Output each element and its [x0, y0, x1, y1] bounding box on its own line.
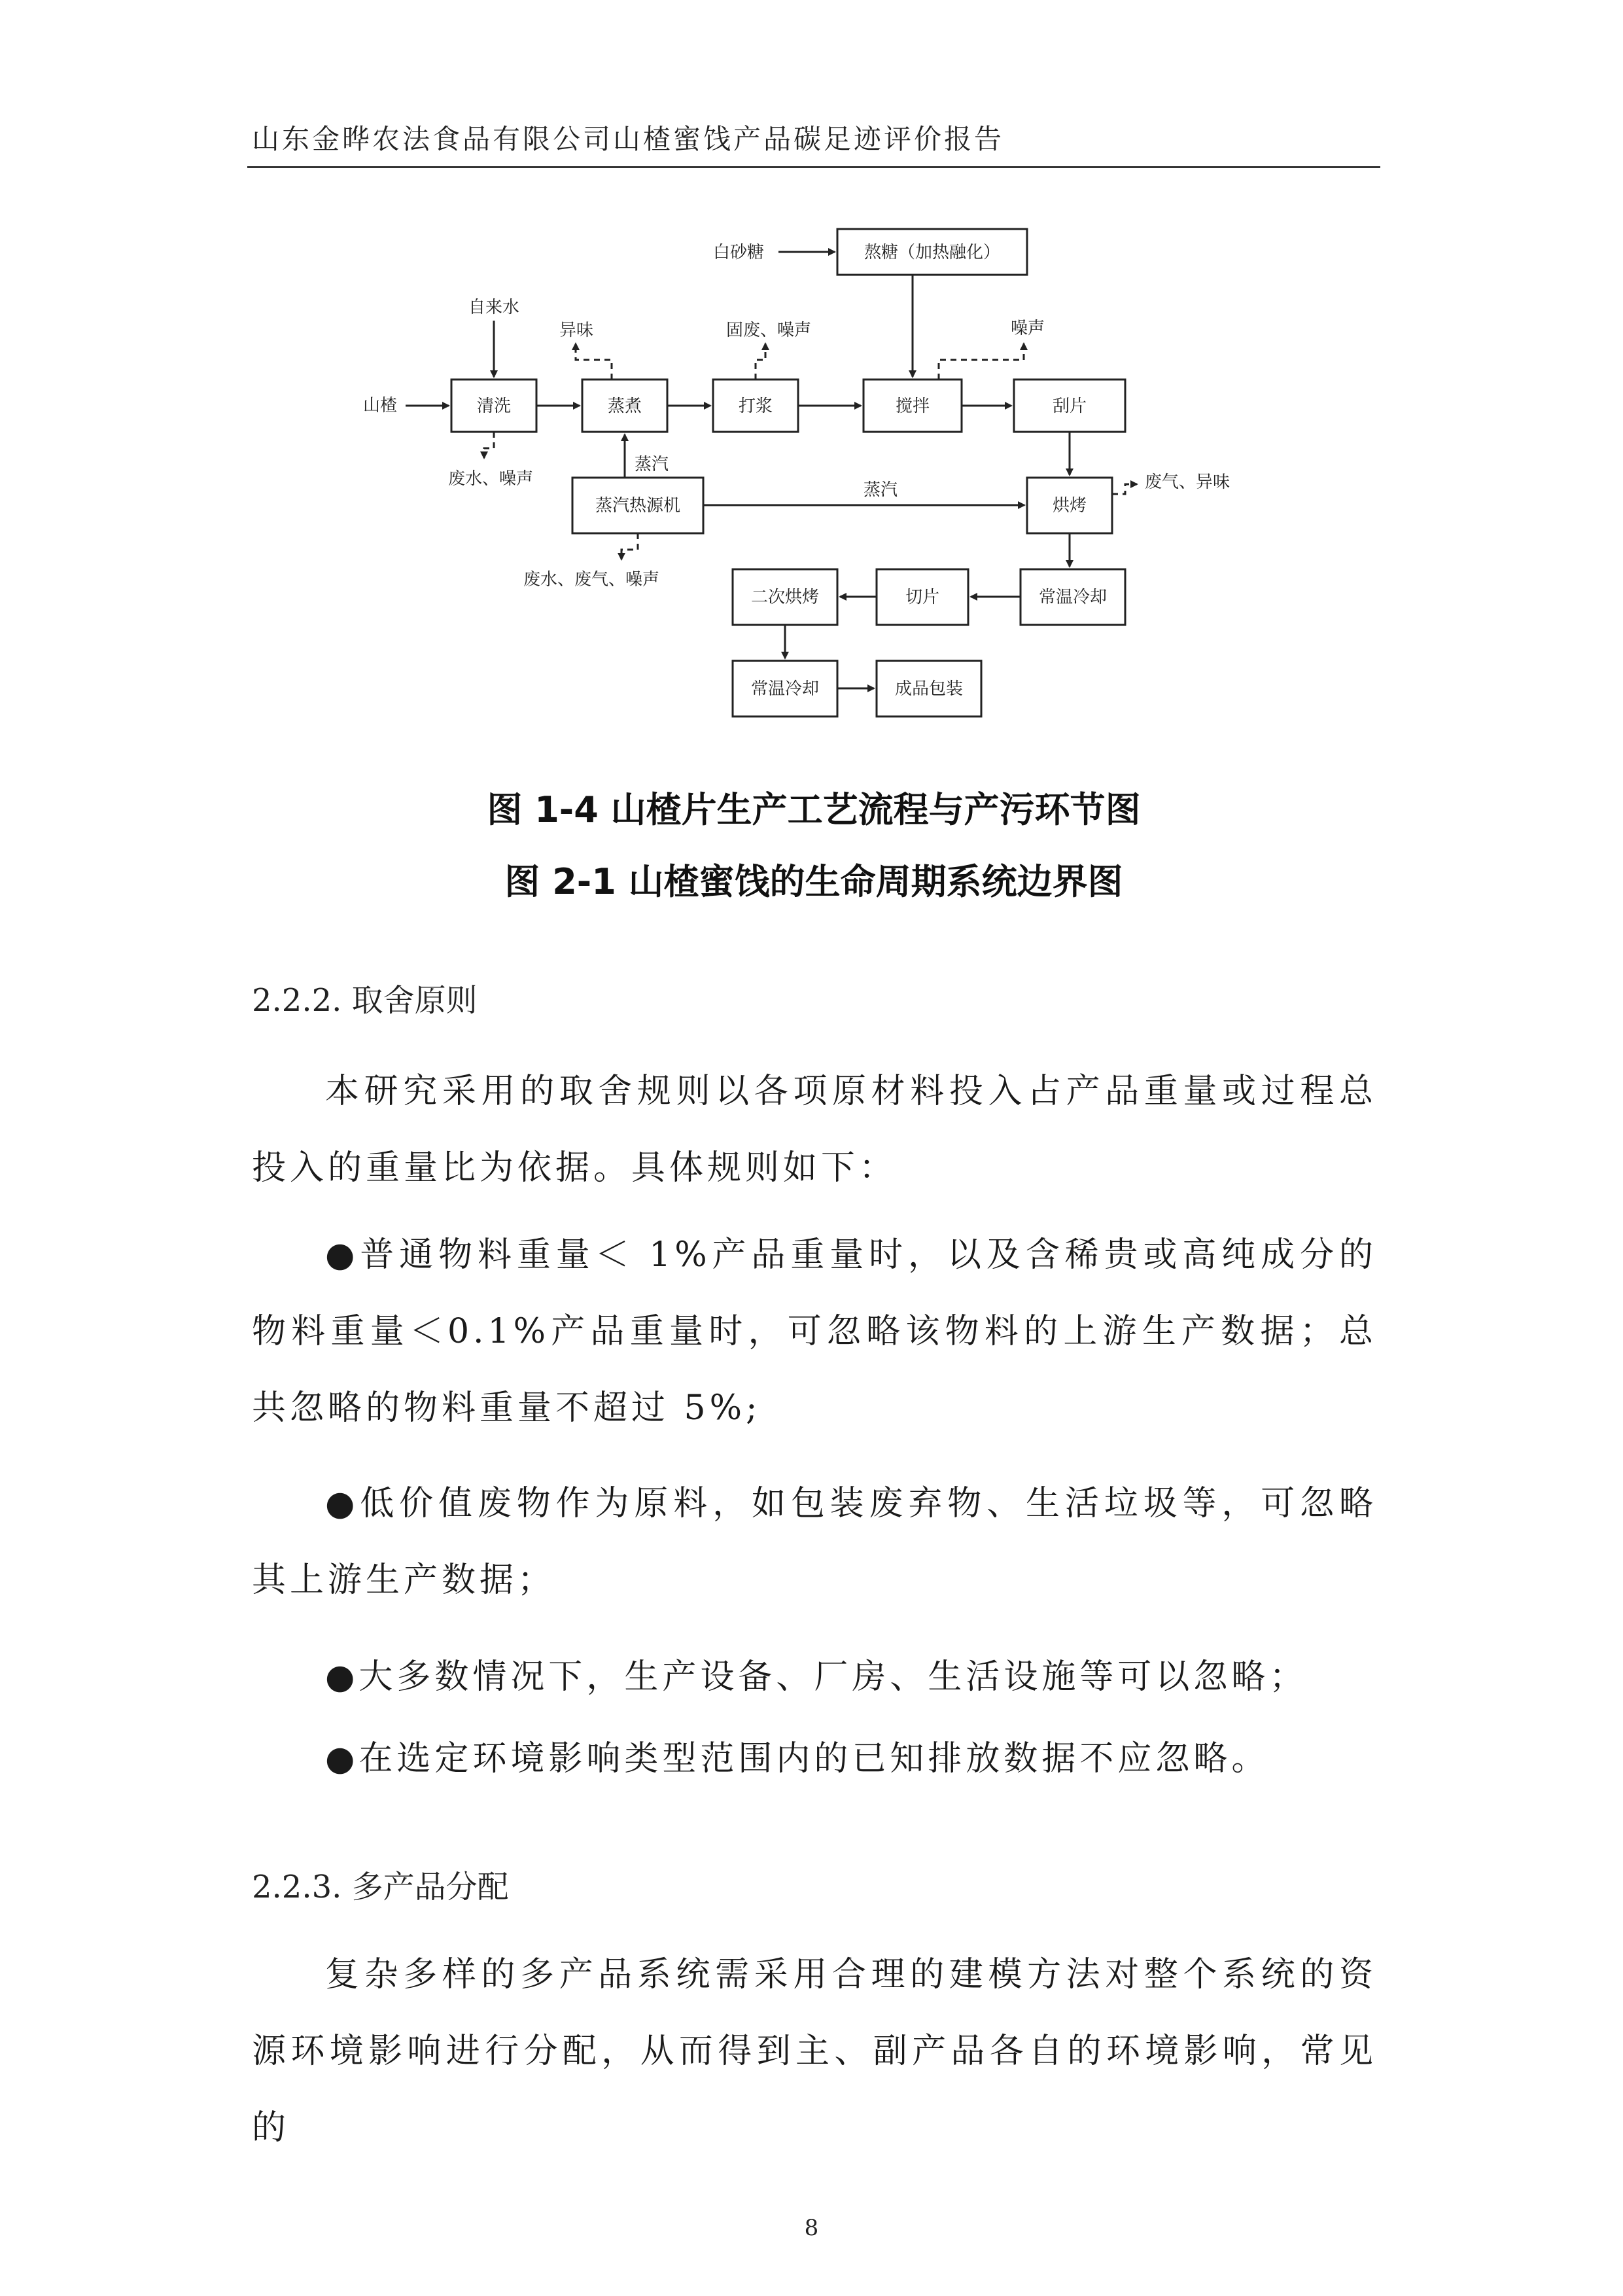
- label-bake: 烘烤: [1052, 496, 1087, 516]
- label-cool-2: 常温冷却: [750, 679, 820, 699]
- label-solid-noise: 固废、噪声: [726, 321, 812, 340]
- label-steam-cook: 蒸煮: [607, 397, 642, 416]
- label-odor: 异味: [559, 321, 594, 340]
- cutoff-intro-paragraph: 本研究采用的取舍规则以各项原材料投入占产品重量或过程总投入的重量比为依据。具体规则如下：: [252, 1072, 1377, 1188]
- cutoff-rule-4: ●在选定环境影响类型范围内的已知排放数据不应忽略。: [325, 1739, 1270, 1778]
- label-noise: 噪声: [1011, 319, 1045, 338]
- label-boil-sugar: 熬糖（加热融化）: [864, 243, 1001, 262]
- label-waste-noise: 废水、噪声: [448, 469, 534, 489]
- label-stir: 搅拌: [895, 397, 930, 416]
- emission-gas-odor: [1112, 484, 1137, 494]
- process-flow-diagram: [307, 196, 1315, 759]
- label-gas-odor: 废气、异味: [1145, 472, 1230, 492]
- figure-caption-1-4: 图 1-4 山楂片生产工艺流程与产污环节图: [487, 789, 1141, 830]
- figure-caption-2-1: 图 2-1 山楂蜜饯的生命周期系统边界图: [504, 861, 1123, 902]
- label-tap-water: 自来水: [468, 298, 520, 317]
- cutoff-rule-1: ●普通物料重量＜ 1%产品重量时，以及含稀贵或高纯成分的物料重量＜0.1%产品重量时，可忽略该物料的上游生产数据；总共忽略的物料重量不超过 5%;: [252, 1235, 1377, 1428]
- label-second-bake: 二次烘烤: [750, 588, 820, 607]
- label-pulp: 打浆: [738, 397, 773, 416]
- label-sugar: 白砂糖: [713, 243, 765, 262]
- label-wash: 清洗: [476, 397, 512, 416]
- label-waste-gas-noise: 废水、废气、噪声: [523, 570, 660, 590]
- label-scrape: 刮片: [1052, 397, 1087, 416]
- emission-solid-noise: [756, 344, 765, 380]
- label-package: 成品包装: [894, 679, 964, 699]
- running-header: 山东金晔农法食品有限公司山楂蜜饯产品碳足迹评价报告: [252, 123, 1005, 155]
- emission-odor: [576, 344, 612, 380]
- header-rule: [247, 166, 1380, 168]
- label-steam-source: 蒸汽热源机: [595, 496, 681, 516]
- cutoff-rule-2: ●低价值废物作为原料，如包装废弃物、生活垃圾等，可忽略其上游生产数据；: [252, 1484, 1377, 1600]
- page-number: 8: [804, 2215, 819, 2241]
- label-steam-2: 蒸汽: [864, 480, 898, 500]
- label-hawthorn: 山楂: [363, 396, 398, 415]
- label-slice: 切片: [905, 588, 940, 607]
- emission-waste-gas: [621, 533, 638, 559]
- section-heading-2-2-3: 2.2.3. 多产品分配: [252, 1869, 509, 1905]
- cutoff-rule-3: ●大多数情况下，生产设备、厂房、生活设施等可以忽略；: [325, 1657, 1308, 1697]
- emission-noise: [939, 344, 1024, 380]
- allocation-paragraph: 复杂多样的多产品系统需采用合理的建模方法对整个系统的资源环境影响进行分配，从而得到主、副产品各自的环境影响，常见的: [252, 1955, 1377, 2147]
- emission-waste-water: [484, 432, 494, 458]
- label-steam-1: 蒸汽: [635, 455, 669, 474]
- label-cool-1: 常温冷却: [1038, 588, 1108, 607]
- section-heading-2-2-2: 2.2.2. 取舍原则: [252, 982, 478, 1019]
